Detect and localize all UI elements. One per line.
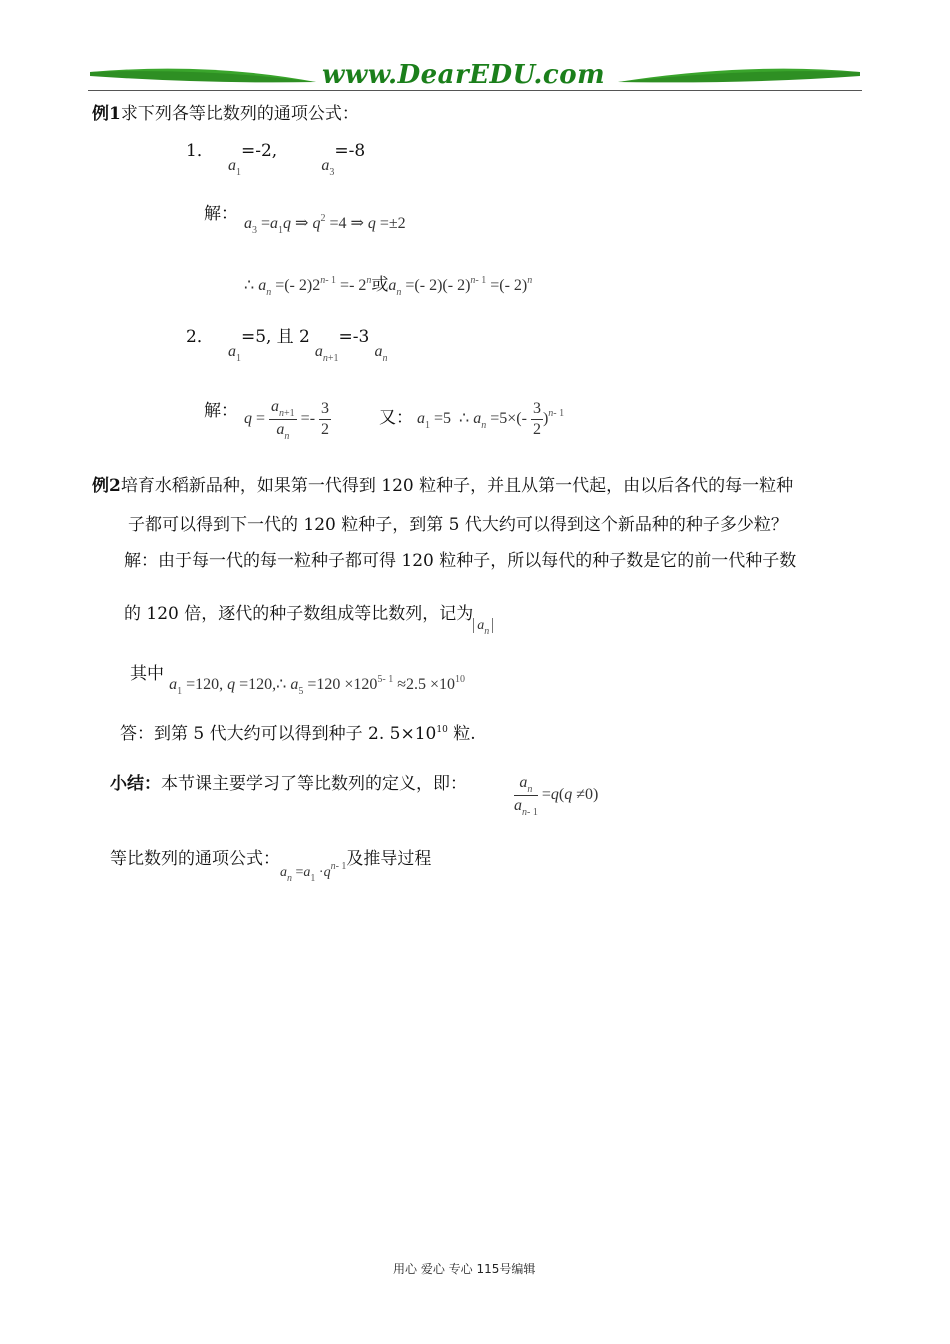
example2-problem-line1: 例2培育水稻新品种，如果第一代得到 120 粒种子，并且从第一代起，由以后各代的每一粒种: [92, 476, 794, 496]
page-footer: 用心 爱心 专心 115号编辑: [393, 1262, 536, 1276]
example2-solution-line2: 的 120 倍，逐代的种子数组成等比数列，记为$_{a_n}$: [124, 603, 493, 628]
example2-problem-line2: 子都可以得到下一代的 120 粒种子，到第 5 代大约可以得到这个新品种的种子多少粒？: [128, 515, 788, 535]
item2-solution-formula: q = $\frac{a_{n+1}}{a_n}$ =- $\frac{3}{2}$ 又： $a_1 =5$ ∴ $a_n =5\times(-$ $\frac{3}{2}$ )$^{n- 1}$: [244, 398, 565, 442]
item1-solution-step1: $a_3 =a_1q$ ⇒ $q^2 =4$ ⇒ q =±2: [244, 213, 406, 236]
item1-number: 1．: [186, 141, 214, 161]
example2-solution-line3: 其中 $a_1 =120$, q =120,∴ $a_5 =120 \times 120^{5- 1} \approx 2.5 \times 10^{10}$: [130, 664, 466, 697]
summary-definition-formula: $\frac{a_n}{a_{n- 1}}$ =q(q ≠0): [514, 774, 599, 818]
item2-number: 2．: [186, 327, 214, 347]
item2-condition: $a_1=5$, 且 2 $a_{n+1}=-3$ $a_n$: [228, 327, 388, 364]
example2-solution-line1: 解：由于每一代的每一粒种子都可得 120 粒种子，所以每代的种子数是它的前一代种子数: [124, 551, 797, 571]
header-rule: [88, 90, 862, 91]
general-term-line: 等比数列的通项公式：$_{a_n =a_1 \cdot q^{n- 1}}$及推导过程: [110, 849, 432, 884]
example1-heading: [92, 103, 359, 125]
item2-solution-label: 解：: [204, 401, 238, 421]
example1-title: 求下列各等比数列的通项公式：: [120, 104, 359, 124]
example2-answer: 答：到第 5 代大约可以得到种子 2. $5\times 10^{10}$ 粒.: [120, 724, 476, 744]
summary-line: 小结：本节课主要学习了等比数列的定义，即：: [110, 774, 467, 794]
item1-solution-label: 解：: [204, 204, 238, 224]
summary-label: 小结：: [110, 774, 161, 794]
example2-label: 例2: [92, 476, 121, 496]
example1-label: 例1: [92, 104, 121, 124]
item1-condition: $a_1=-2$, $a_3=-8$: [228, 141, 366, 178]
item1-solution-step2: ∴ $a_n$ =(- $2)2^{n- 1} =- 2^n$或$a_n$ =(- 2)(- 2)$^{n- 1}$ =(- 2)$^n$: [244, 275, 533, 298]
site-logo: www.DearEDU.com: [322, 60, 606, 90]
